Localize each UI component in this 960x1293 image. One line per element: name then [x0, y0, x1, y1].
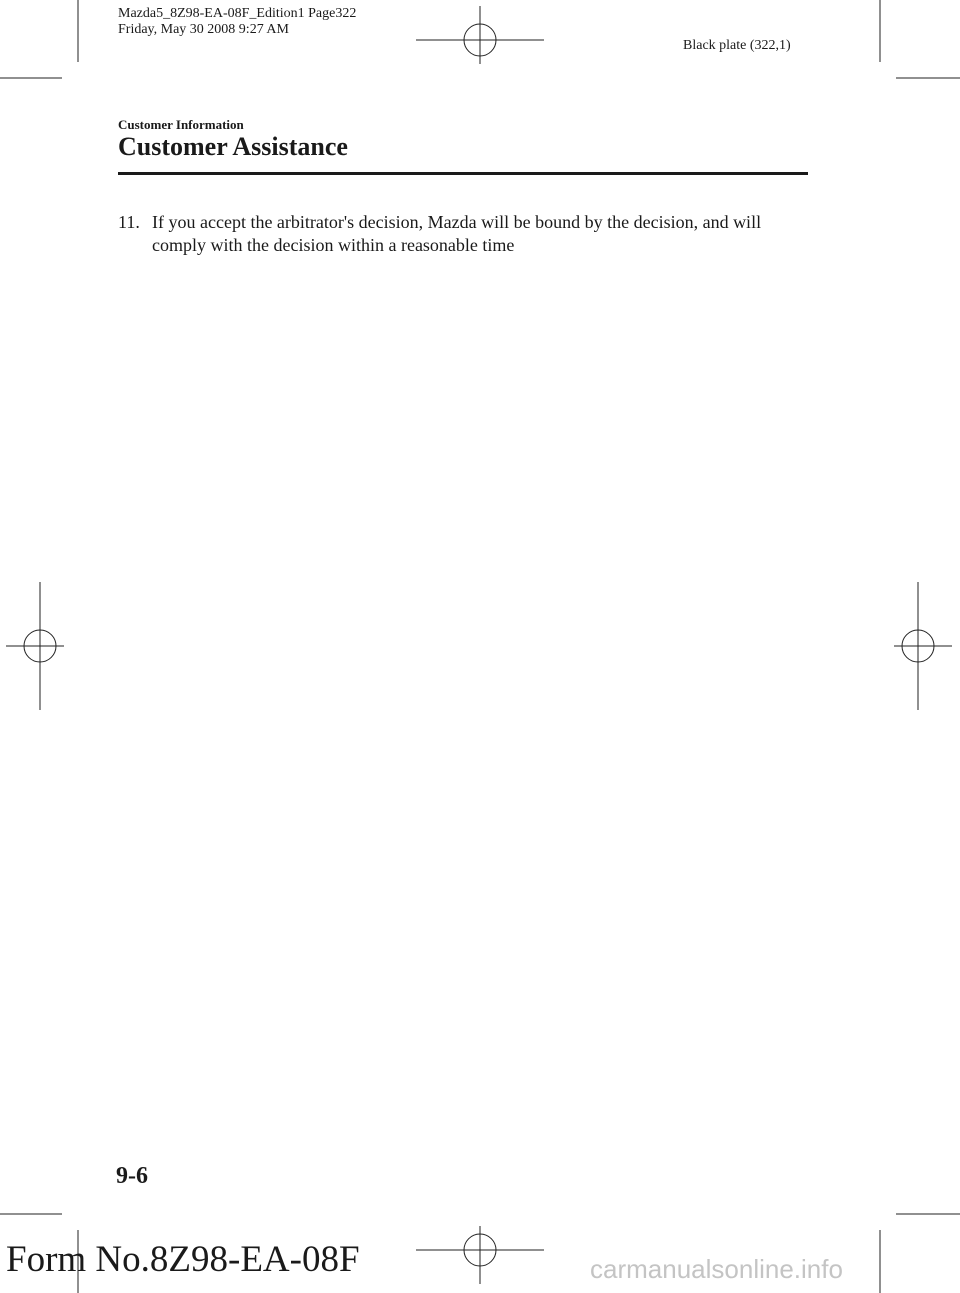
list-item [118, 211, 808, 257]
title-rule [118, 172, 808, 175]
section-label: Customer Information [118, 117, 244, 132]
list-item-number: 11. [118, 212, 140, 232]
slug-date-line: Friday, May 30 2008 9:27 AM [118, 22, 289, 37]
watermark: carmanualsonline.info [590, 1254, 843, 1284]
page-title: Customer Assistance [118, 132, 348, 161]
plate-label: Black plate (322,1) [683, 38, 791, 53]
slug-file-line: Mazda5_8Z98-EA-08F_Edition1 Page322 [118, 6, 357, 21]
list-item-text: If you accept the arbitrator's decision, Mazda will be bound by the decision, and will comply with the decision within a reasonable time [152, 212, 762, 255]
page-number: 9-6 [116, 1163, 148, 1189]
form-number: Form No.8Z98-EA-08F [6, 1239, 360, 1280]
